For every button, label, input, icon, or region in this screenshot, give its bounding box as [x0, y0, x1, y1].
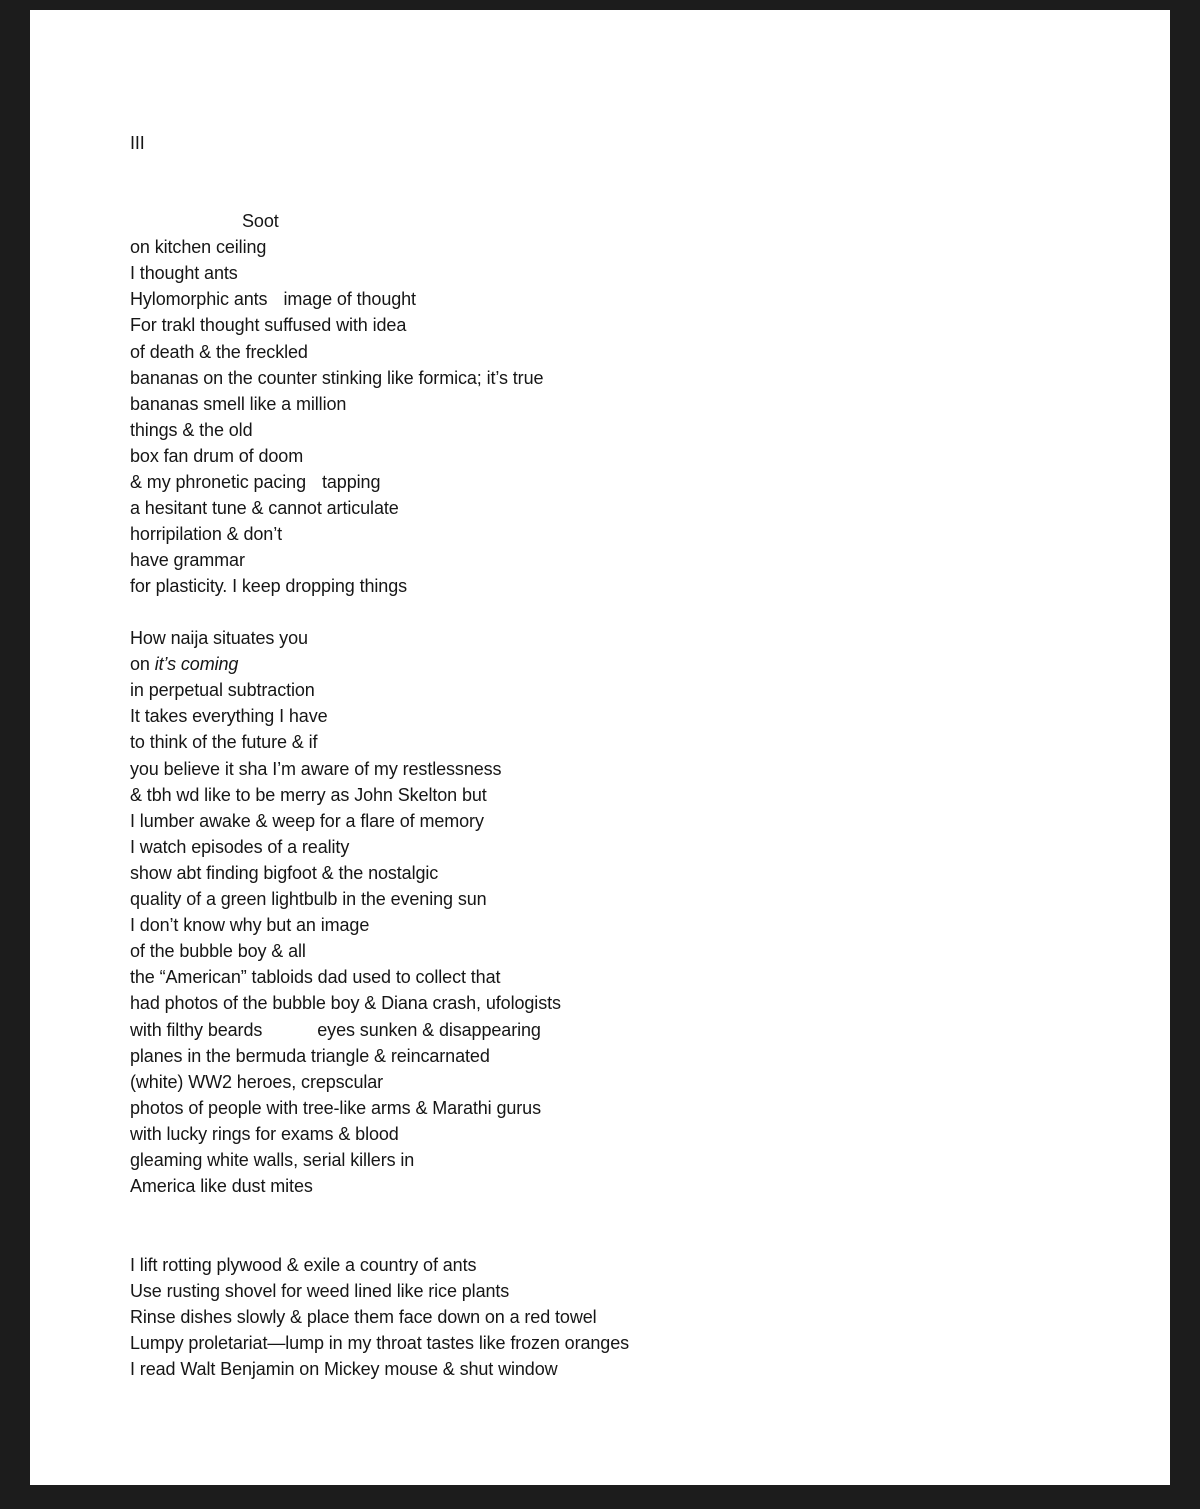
- poem-line: [130, 497, 399, 519]
- line-text: bananas smell like a million: [130, 393, 347, 414]
- poem-line: [130, 1149, 414, 1171]
- document-page: [30, 10, 1170, 1485]
- poem-line: [130, 627, 308, 649]
- line-text: horripilation & don’t: [130, 524, 282, 545]
- poem-line: [130, 679, 315, 701]
- poem-line: [130, 262, 238, 284]
- poem-line: [130, 445, 303, 467]
- poem-line: [130, 888, 487, 910]
- poem-line: [130, 1097, 541, 1119]
- poem-line: [130, 758, 501, 780]
- italic-phrase: it’s coming: [154, 654, 239, 675]
- line-text: I read Walt Benjamin on Mickey mouse & shut window: [130, 1359, 558, 1380]
- line-text: I lift rotting plywood & exile a country of ants: [130, 1255, 477, 1275]
- poem-line: [130, 862, 438, 884]
- line-text: on: [130, 654, 155, 675]
- line-text: show abt finding bigfoot & the nostalgic: [130, 862, 439, 883]
- line-text: (white) WW2 heroes, crepscular: [130, 1071, 384, 1092]
- line-text: I don’t know why but an image: [130, 915, 370, 936]
- poem-line: [130, 523, 282, 545]
- line-text: I watch episodes of a reality: [130, 836, 350, 857]
- poem-line: [130, 1175, 313, 1197]
- line-text: you believe it sha I’m aware of my restlessness: [130, 758, 502, 779]
- poem-line: [130, 471, 380, 493]
- poem-line: [130, 1019, 541, 1041]
- poem-line: [242, 210, 279, 232]
- line-text: of death & the freckled: [130, 341, 308, 362]
- line-text: bananas on the counter stinking like formica; it’s true: [130, 367, 544, 388]
- line-text: Lumpy proletariat—lump in my throat tastes like frozen oranges: [130, 1333, 630, 1354]
- poem-line: [130, 393, 346, 415]
- line-text: planes in the bermuda triangle & reincarnated: [130, 1045, 490, 1066]
- line-text: of the bubble boy & all: [130, 941, 306, 962]
- poem-line: [130, 653, 238, 675]
- line-text: the “American” tabloids dad used to collect that: [130, 967, 501, 988]
- poem-line: [130, 236, 266, 258]
- poem-line: [130, 1280, 509, 1302]
- line-text: & tbh wd like to be merry as John Skelton but: [130, 784, 487, 805]
- line-text: on kitchen ceiling: [130, 237, 267, 258]
- line-text: tapping: [322, 472, 381, 492]
- poem-line: [130, 1045, 490, 1067]
- line-text: & my phronetic pacing: [130, 472, 306, 492]
- line-text: Soot: [242, 211, 279, 231]
- poem-line: [130, 784, 487, 806]
- line-text: with lucky rings for exams & blood: [130, 1123, 399, 1144]
- line-text: photos of people with tree-like arms & Marathi gurus: [130, 1097, 541, 1118]
- line-text: for plasticity. I keep dropping things: [130, 576, 408, 597]
- line-text: I thought ants: [130, 263, 238, 284]
- line-text: Rinse dishes slowly & place them face down on a red towel: [130, 1307, 597, 1328]
- line-text: eyes sunken & disappearing: [317, 1019, 541, 1040]
- line-text: a hesitant tune & cannot articulate: [130, 498, 399, 519]
- line-text: For trakl thought suffused with idea: [130, 315, 407, 336]
- line-text: How naija situates you: [130, 628, 308, 648]
- poem-line: [130, 940, 306, 962]
- line-text: in perpetual subtraction: [130, 680, 315, 701]
- line-text: with filthy beards: [130, 1019, 263, 1040]
- line-text: Use rusting shovel for weed lined like rice plants: [130, 1281, 510, 1302]
- poem-line: [130, 341, 308, 363]
- poem-line: [130, 1332, 629, 1354]
- poem-line: [130, 731, 317, 753]
- poem-line: [130, 992, 561, 1014]
- poem-line: [130, 549, 245, 571]
- line-text: gleaming white walls, serial killers in: [130, 1150, 415, 1170]
- line-text: box fan drum of doom: [130, 445, 304, 466]
- line-text: things & the old: [130, 419, 253, 440]
- poem-line: [130, 914, 369, 936]
- poem-line: [130, 966, 500, 988]
- poem-line: [130, 810, 484, 832]
- line-text: have grammar: [130, 550, 245, 571]
- poem-line: [130, 705, 328, 727]
- poem-line: [130, 314, 406, 336]
- poem-line: [130, 1306, 597, 1328]
- line-text: America like dust mites: [130, 1176, 313, 1197]
- line-text: image of thought: [283, 289, 416, 310]
- poem-line: [130, 836, 349, 858]
- poem-line: [130, 367, 543, 389]
- poem-line: [130, 1254, 476, 1276]
- poem-line: [130, 419, 252, 441]
- line-text: It takes everything I have: [130, 706, 328, 727]
- poem-line: [130, 1071, 383, 1093]
- poem-line: [130, 288, 416, 310]
- line-text: quality of a green lightbulb in the evening sun: [130, 889, 487, 909]
- poem-line: [130, 1123, 399, 1145]
- line-text: to think of the future & if: [130, 732, 318, 753]
- line-text: had photos of the bubble boy & Diana crash, ufologists: [130, 993, 561, 1014]
- poem-line: [130, 1358, 558, 1380]
- line-text: I lumber awake & weep for a flare of memory: [130, 810, 484, 831]
- poem-line: [130, 575, 407, 597]
- line-text: Hylomorphic ants: [130, 289, 268, 310]
- section-marker: III: [130, 133, 145, 153]
